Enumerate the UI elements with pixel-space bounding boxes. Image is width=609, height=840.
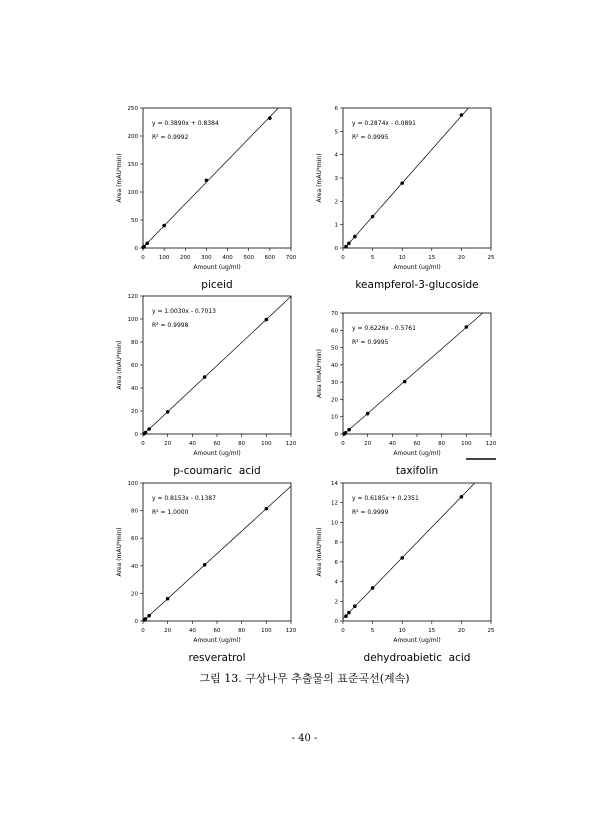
x-tick-label: 100 [158,255,170,261]
x-axis-label: Amount (ug/ml) [193,637,241,644]
page-number: - 40 - [291,733,318,744]
data-point [147,614,151,618]
figure-caption: 그림 13. 구상나무 추출물의 표준곡선(계속) [199,672,410,685]
x-tick-label: 5 [370,628,375,634]
x-tick-label: 20 [364,441,372,447]
x-tick-label: 25 [487,255,495,261]
data-point [371,215,375,219]
data-point [144,617,148,621]
x-tick-label: 15 [428,255,436,261]
x-tick-label: 0 [141,255,145,261]
data-point [142,245,146,249]
data-point [203,375,207,379]
x-tick-label: 100 [261,441,272,447]
r-squared-value: R² = 0.9992 [152,134,189,141]
x-tick-label: 40 [188,628,196,634]
y-tick-label: 60 [131,363,138,369]
x-tick-label: 0 [341,441,345,447]
x-tick-label: 60 [213,628,221,634]
y-tick-label: 20 [131,591,138,598]
y-tick-label: 6 [334,559,338,566]
x-tick-label: 60 [413,441,421,447]
x-axis-label: Amount (ug/ml) [193,264,241,271]
x-tick-label: 300 [201,255,212,261]
y-tick-label: 20 [131,409,138,415]
data-point [203,563,207,567]
x-tick-label: 20 [164,628,172,634]
chart-keampferol-3-glucoside [305,100,505,294]
x-tick-label: 20 [457,628,465,634]
y-tick-label: 40 [331,362,338,369]
x-tick-label: 100 [261,628,272,634]
data-point [166,410,170,414]
y-axis-label: Area (mAU*min) [116,340,123,390]
chart-resveratrol [105,475,305,667]
x-tick-label: 20 [164,441,172,447]
x-tick-label: 0 [141,628,145,634]
data-point [371,586,375,590]
chart-piceid [105,100,305,294]
r-squared-value: R² = 0.9995 [352,134,389,141]
x-tick-label: 40 [188,441,196,447]
regression-line [343,483,475,619]
y-tick-label: 80 [131,508,138,515]
data-point [344,431,348,435]
data-point [344,614,348,618]
y-tick-label: 80 [131,340,138,346]
data-point [347,242,351,246]
data-point [347,611,351,615]
scan-artifact-line [466,458,496,460]
r-squared-value: R² = 0.9999 [352,509,389,516]
y-tick-label: 2 [334,199,338,206]
y-tick-label: 4 [334,152,338,159]
compound-label: taxifolin [395,465,439,477]
plot-frame [343,483,491,621]
regression-equation: y = 0.6226x - 0.5761 [352,325,416,332]
y-tick-label: 40 [131,386,138,392]
y-tick-label: 50 [331,345,338,352]
x-tick-label: 120 [285,628,297,634]
y-tick-label: 14 [331,481,338,487]
x-tick-label: 120 [285,441,297,447]
chart-dehydroabietic-acid [305,475,505,667]
y-tick-label: 100 [127,190,138,196]
y-tick-label: 250 [127,106,138,112]
y-axis-label: Area (mAU*min) [316,527,323,577]
data-point [147,427,151,431]
y-tick-label: 30 [331,380,338,387]
y-tick-label: 100 [127,481,138,487]
data-point [265,318,269,322]
y-tick-label: 0 [334,619,338,625]
compound-label: keampferol-3-glucoside [355,279,479,291]
x-axis-label: Amount (ug/ml) [393,264,441,271]
r-squared-value: R² = 0.9998 [152,322,189,329]
data-point [205,178,209,182]
y-tick-label: 0 [334,246,338,252]
data-point [353,235,357,239]
r-squared-value: R² = 1.0000 [152,509,189,516]
y-tick-label: 120 [127,294,138,300]
x-tick-label: 80 [238,628,246,634]
x-tick-label: 10 [398,628,406,634]
y-tick-label: 2 [334,599,338,606]
data-point [366,412,370,416]
x-tick-label: 0 [341,628,345,634]
compound-label: piceid [201,279,233,291]
y-tick-label: 40 [131,563,138,570]
y-tick-label: 70 [331,311,338,317]
x-tick-label: 120 [485,441,497,447]
y-tick-label: 5 [334,129,338,136]
x-tick-label: 20 [457,255,465,261]
data-point [347,428,351,432]
y-tick-label: 4 [334,579,338,586]
r-squared-value: R² = 0.9995 [352,339,389,346]
y-tick-label: 50 [131,218,138,224]
x-tick-label: 600 [264,255,276,261]
data-point [162,224,166,228]
data-point [344,245,348,249]
data-point [268,116,272,120]
y-tick-label: 200 [127,134,138,140]
y-tick-label: 10 [331,520,338,527]
plot-frame [343,108,491,248]
regression-equation: y = 1.0030x - 0.7013 [152,308,216,315]
data-point [166,597,170,601]
x-tick-label: 5 [370,255,375,261]
y-tick-label: 60 [131,536,138,543]
plot-frame [143,483,291,621]
y-tick-label: 150 [127,162,138,168]
chart-taxifolin [305,305,505,480]
y-tick-label: 60 [331,328,338,335]
y-axis-label: Area (mAU*min) [116,153,123,203]
regression-line [345,108,469,248]
y-tick-label: 1 [334,222,338,229]
data-point [403,380,407,384]
x-tick-label: 700 [285,255,297,261]
compound-label: resveratrol [188,652,246,664]
x-axis-label: Amount (ug/ml) [393,637,441,644]
x-tick-label: 100 [461,441,472,447]
data-point [265,507,269,511]
data-point [465,325,469,329]
y-axis-label: Area (mAU*min) [316,348,323,399]
x-tick-label: 60 [213,441,221,447]
y-tick-label: 10 [331,414,338,421]
data-point [460,113,464,117]
x-tick-label: 0 [141,441,145,447]
data-point [144,431,148,435]
y-tick-label: 20 [331,397,338,404]
regression-equation: y = 0.6185x + 0.2351 [352,495,419,502]
regression-equation: y = 0.8153x - 0.1387 [152,495,216,502]
x-tick-label: 500 [243,255,254,261]
y-tick-label: 8 [334,540,338,547]
x-tick-label: 10 [398,255,406,261]
x-tick-label: 25 [487,628,495,634]
compound-label: dehydroabietic acid [363,652,471,664]
y-tick-label: 100 [127,317,138,323]
x-tick-label: 200 [180,255,191,261]
y-axis-label: Area (mAU*min) [316,153,323,203]
regression-line [143,486,291,621]
x-tick-label: 40 [388,441,396,447]
x-tick-label: 80 [238,441,246,447]
data-point [353,604,357,608]
y-tick-label: 12 [331,500,338,507]
y-tick-label: 0 [134,432,138,438]
data-point [400,181,404,185]
y-tick-label: 6 [334,106,338,112]
x-tick-label: 80 [438,441,446,447]
x-axis-label: Amount (ug/ml) [393,450,441,457]
data-point [400,556,404,560]
chart-p-coumaric-acid [105,288,305,480]
x-axis-label: Amount (ug/ml) [193,450,241,457]
data-point [145,241,149,245]
y-tick-label: 3 [334,176,338,182]
y-tick-label: 0 [134,246,138,252]
x-tick-label: 400 [222,255,233,261]
regression-equation: y = 0.2874x - 0.0891 [352,120,416,127]
regression-equation: y = 0.3890x + 0.8384 [152,120,219,127]
x-tick-label: 0 [341,255,345,261]
x-tick-label: 15 [428,628,436,634]
data-point [460,495,464,499]
compound-label: p-coumaric acid [173,465,261,477]
y-tick-label: 0 [134,619,138,625]
y-tick-label: 0 [334,432,338,438]
y-axis-label: Area (mAU*min) [116,527,123,577]
regression-line [144,296,291,434]
